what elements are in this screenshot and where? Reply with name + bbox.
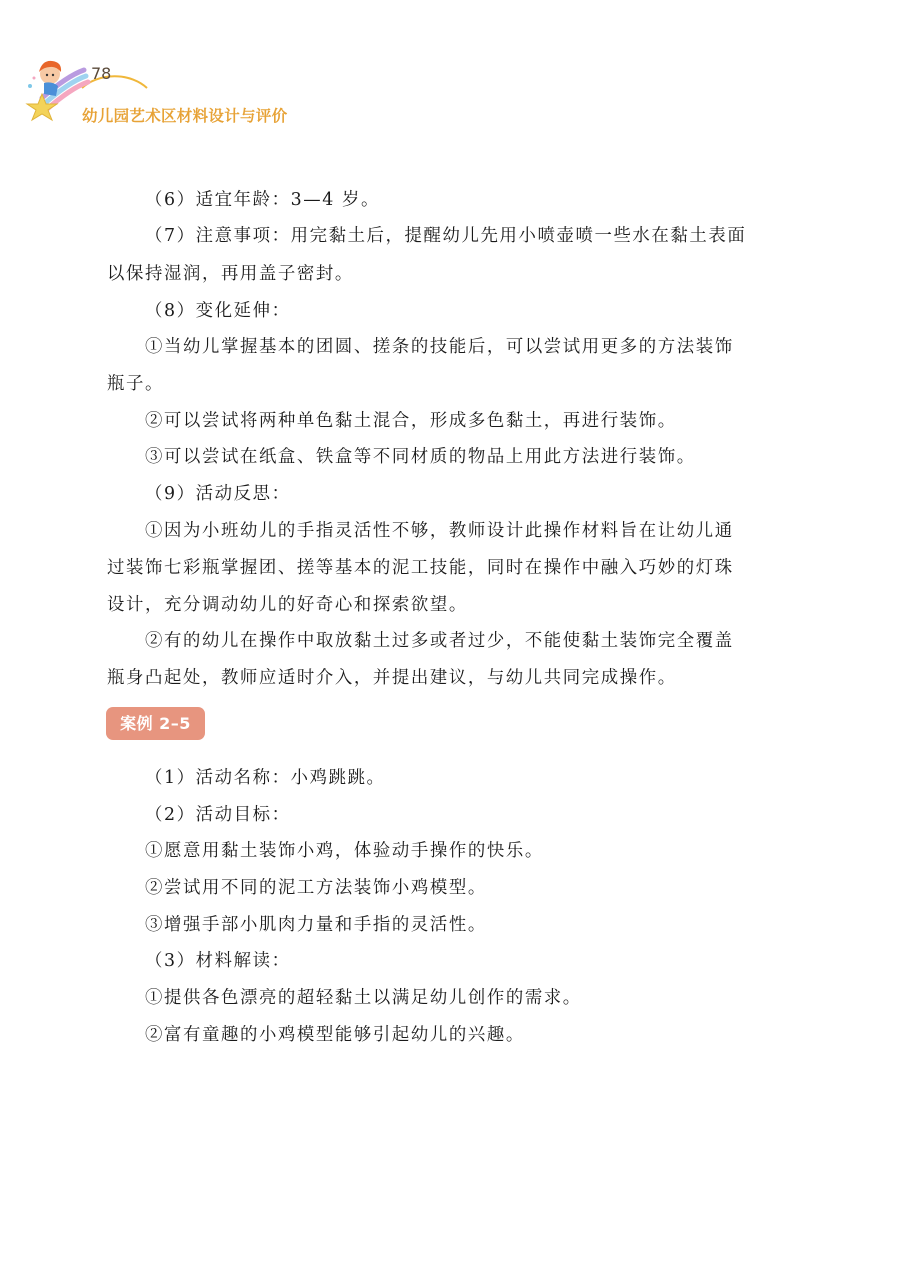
case-item-line: ①愿意用黏土装饰小鸡，体验动手操作的快乐。 bbox=[145, 841, 544, 861]
case-item-line: ②富有童趣的小鸡模型能够引起幼儿的兴趣。 bbox=[145, 1025, 525, 1045]
paragraph-line: （6）适宜年龄：3—4 岁。 bbox=[145, 190, 381, 210]
paragraph-line: 以保持湿润，再用盖子密封。 bbox=[107, 264, 354, 284]
book-title: 幼儿园艺术区材料设计与评价 bbox=[82, 107, 288, 125]
page-header bbox=[0, 0, 900, 140]
paragraph-line: 瓶子。 bbox=[107, 374, 164, 394]
case-item-line: ③增强手部小肌肉力量和手指的灵活性。 bbox=[145, 915, 487, 935]
case-item-line: ②尝试用不同的泥工方法装饰小鸡模型。 bbox=[145, 878, 487, 898]
paragraph-line: ②可以尝试将两种单色黏土混合，形成多色黏土，再进行装饰。 bbox=[145, 411, 677, 431]
case-item-line: （3）材料解读： bbox=[145, 951, 291, 971]
paragraph-line: （7）注意事项：用完黏土后，提醒幼儿先用小喷壶喷一些水在黏土表面 bbox=[145, 226, 747, 246]
case-item-line: （1）活动名称：小鸡跳跳。 bbox=[145, 768, 386, 788]
paragraph-line: ①当幼儿掌握基本的团圆、搓条的技能后，可以尝试用更多的方法装饰 bbox=[145, 337, 734, 357]
paragraph-line: 瓶身凸起处，教师应适时介入，并提出建议，与幼儿共同完成操作。 bbox=[107, 668, 677, 688]
case-item-line: ①提供各色漂亮的超轻黏土以满足幼儿创作的需求。 bbox=[145, 988, 582, 1008]
paragraph-line: （8）变化延伸： bbox=[145, 301, 291, 321]
case-item-line: （2）活动目标： bbox=[145, 805, 291, 825]
paragraph-line: 设计，充分调动幼儿的好奇心和探索欲望。 bbox=[107, 595, 468, 615]
paragraph-line: ①因为小班幼儿的手指灵活性不够，教师设计此操作材料旨在让幼儿通 bbox=[145, 521, 734, 541]
case-label-badge: 案例 2–5 bbox=[106, 707, 205, 740]
paragraph-line: （9）活动反思： bbox=[145, 484, 291, 504]
paragraph-line: ③可以尝试在纸盒、铁盒等不同材质的物品上用此方法进行装饰。 bbox=[145, 447, 696, 467]
paragraph-line: ②有的幼儿在操作中取放黏土过多或者过少，不能使黏土装饰完全覆盖 bbox=[145, 631, 734, 651]
page-number: 78 bbox=[91, 64, 112, 83]
paragraph-line: 过装饰七彩瓶掌握团、搓等基本的泥工技能，同时在操作中融入巧妙的灯珠 bbox=[107, 558, 734, 578]
